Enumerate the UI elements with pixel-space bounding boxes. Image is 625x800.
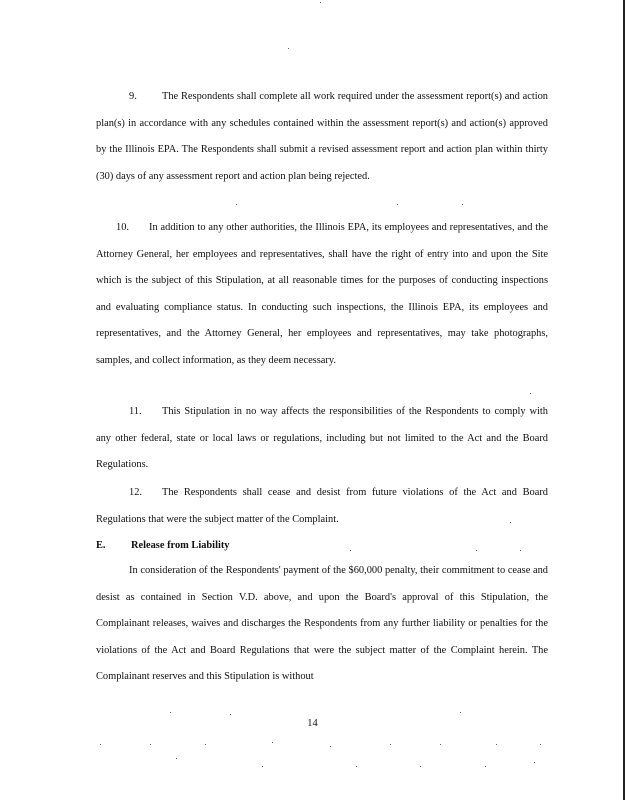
scan-speck bbox=[356, 766, 357, 767]
scan-speck bbox=[476, 550, 477, 551]
paragraph-number: 11. bbox=[129, 406, 142, 417]
paragraph-10 bbox=[96, 215, 548, 375]
scan-speck bbox=[230, 714, 231, 715]
scan-speck bbox=[236, 204, 237, 205]
scan-speck bbox=[350, 550, 351, 551]
scan-speck bbox=[320, 2, 321, 3]
scan-speck bbox=[540, 744, 541, 745]
scan-speck bbox=[100, 744, 101, 745]
scan-speck bbox=[462, 204, 463, 205]
scan-speck bbox=[397, 204, 398, 205]
paragraph-number: 10. bbox=[116, 222, 129, 233]
scan-speck bbox=[288, 48, 289, 49]
section-e-heading bbox=[96, 533, 230, 559]
scan-speck bbox=[460, 712, 461, 713]
paragraph-text: In consideration of the Respondents' payment of the $60,000 penalty, their commitment to cease and desist as contained in Section V.D. above, and upon the Board's approval of this Stipulation, the Complainant releases, waives and discharges the Respondents from any further liability or penalties for the violations of the Act and Board Regulations that were the subject matter of the Complaint herein. The Complainant reserves and this Stipulation is without bbox=[96, 565, 548, 683]
page-number: 14 bbox=[307, 718, 318, 729]
paragraph-11 bbox=[96, 399, 548, 479]
scan-speck bbox=[170, 712, 171, 713]
section-title: Release from Liability bbox=[131, 540, 230, 551]
scan-speck bbox=[530, 393, 531, 394]
scan-speck bbox=[520, 550, 521, 551]
paragraph-12 bbox=[96, 480, 548, 533]
scan-speck bbox=[485, 766, 486, 767]
paragraph-text: The Respondents shall cease and desist from future violations of the Act and Board Regulations that were the subject matter of the Complaint. bbox=[96, 487, 548, 525]
paragraph-text: The Respondents shall complete all work required under the assessment report(s) and action plan(s) in accordance with any schedules contained within the assessment report(s) and action(s) approved by the Illinois EPA. The Respondents shall submit a revised assessment report and action plan within thirty (30) days of any assessment report and action plan being rejected. bbox=[96, 91, 548, 182]
paragraph-text: In addition to any other authorities, the Illinois EPA, its employees and representatives, and the Attorney General, her employees and representatives, shall have the right of entry into and upon the Site which is the subject of this Stipulation, at all reasonable times for the purposes of conducting inspections and evaluating compliance status. In conducting such inspections, the Illinois EPA, its employees and representatives, and the Attorney General, her employees and representatives, may take photographs, samples, and collect information, as they deem necessary. bbox=[96, 222, 548, 366]
section-letter: E. bbox=[96, 540, 106, 551]
paragraph-number: 9. bbox=[129, 91, 137, 102]
scan-speck bbox=[496, 744, 497, 745]
paragraph-text: This Stipulation in no way affects the responsibilities of the Respondents to comply with any other federal, state or local laws or regulations, including but not limited to the Act and the Board Regulations. bbox=[96, 406, 548, 471]
scan-speck bbox=[262, 766, 263, 767]
scan-speck bbox=[330, 746, 331, 747]
scan-speck bbox=[440, 744, 441, 745]
scan-speck bbox=[390, 744, 391, 745]
scan-speck bbox=[534, 762, 535, 763]
scan-speck bbox=[272, 742, 273, 743]
scan-speck bbox=[176, 758, 177, 759]
section-e-paragraph bbox=[96, 558, 548, 691]
paragraph-9 bbox=[96, 84, 548, 190]
scan-speck bbox=[420, 766, 421, 767]
paragraph-number: 12. bbox=[129, 487, 142, 498]
scan-speck bbox=[205, 744, 206, 745]
scan-speck bbox=[150, 744, 151, 745]
scan-speck bbox=[510, 522, 511, 523]
